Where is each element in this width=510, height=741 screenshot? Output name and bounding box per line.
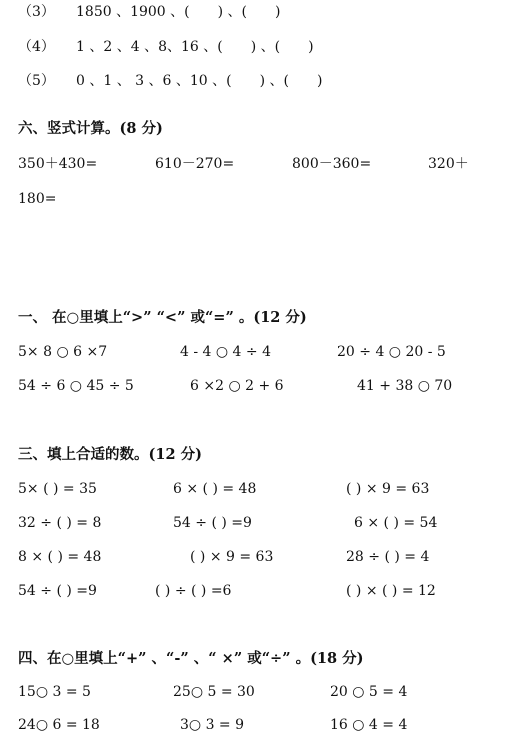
fill-number-item: 5× ( ) = 35 — [18, 481, 97, 497]
calc-item: 610－270= — [155, 156, 235, 172]
sequence-label-5: （5） — [18, 73, 55, 89]
fill-number-item: 6 × ( ) = 48 — [173, 481, 257, 497]
fill-number-item: 8 × ( ) = 48 — [18, 549, 102, 565]
compare-item: 20 ÷ 4 ○ 20 - 5 — [337, 344, 446, 360]
operator-item: 20 ○ 5 = 4 — [330, 684, 408, 700]
section-heading-fill-numbers: 三、填上合适的数。(12 分) — [18, 446, 202, 463]
fill-number-item: 6 × ( ) = 54 — [354, 515, 438, 531]
calc-item: 320＋ — [428, 156, 469, 172]
fill-number-item: 54 ÷ ( ) =9 — [173, 515, 252, 531]
compare-item: 54 ÷ 6 ○ 45 ÷ 5 — [18, 378, 134, 394]
section-heading-compare: 一、 在○里填上“>” “<” 或“=” 。(12 分) — [18, 309, 307, 326]
fill-number-item: ( ) × 9 = 63 — [190, 549, 274, 565]
sequence-label-3: （3） — [18, 4, 55, 20]
operator-item: 24○ 6 = 18 — [18, 717, 100, 733]
sequence-text-5: 0 、1 、 3 、6 、10 、( ) 、( ) — [76, 73, 323, 89]
section-heading-vertical-calc: 六、竖式计算。(8 分) — [18, 120, 163, 137]
compare-item: 6 ×2 ○ 2 + 6 — [190, 378, 284, 394]
fill-number-item: 54 ÷ ( ) =9 — [18, 583, 97, 599]
operator-item: 25○ 5 = 30 — [173, 684, 255, 700]
section-heading-fill-operators: 四、在○里填上“+” 、“-” 、“ ×” 或“÷” 。(18 分) — [18, 650, 364, 667]
fill-number-item: 32 ÷ ( ) = 8 — [18, 515, 102, 531]
operator-item: 15○ 3 = 5 — [18, 684, 91, 700]
fill-number-item: ( ) ÷ ( ) =6 — [155, 583, 232, 599]
sequence-text-4: 1 、2 、4 、8、16 、( ) 、( ) — [76, 39, 314, 55]
compare-item: 4 - 4 ○ 4 ÷ 4 — [180, 344, 272, 360]
operator-item: 16 ○ 4 = 4 — [330, 717, 408, 733]
sequence-label-4: （4） — [18, 39, 55, 55]
calc-item: 180= — [18, 191, 57, 207]
fill-number-item: 28 ÷ ( ) = 4 — [346, 549, 430, 565]
calc-item: 800－360= — [292, 156, 372, 172]
compare-item: 41 + 38 ○ 70 — [357, 378, 453, 394]
compare-item: 5× 8 ○ 6 ×7 — [18, 344, 108, 360]
sequence-text-3: 1850 、1900 、( ) 、( ) — [76, 4, 281, 20]
fill-number-item: ( ) × ( ) = 12 — [346, 583, 436, 599]
calc-item: 350＋430= — [18, 156, 98, 172]
operator-item: 3○ 3 = 9 — [180, 717, 245, 733]
fill-number-item: ( ) × 9 = 63 — [346, 481, 430, 497]
